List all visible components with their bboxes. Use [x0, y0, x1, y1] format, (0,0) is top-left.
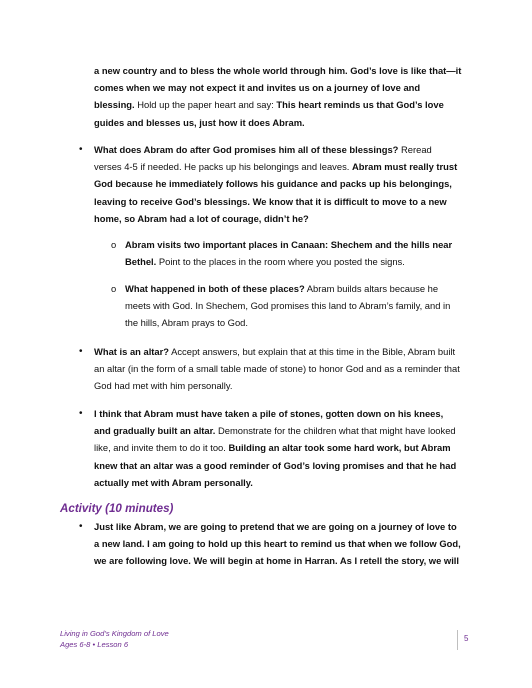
text-line: Accept answers, but explain that at this time in the Bible, Abram built	[169, 346, 456, 357]
page-footer	[60, 628, 169, 650]
bullet-icon: •	[79, 346, 83, 357]
text-line: This heart reminds us that God’s love	[276, 99, 444, 111]
text-line: Abram visits two important places in Canaan: Shechem and the hills near	[125, 239, 453, 250]
text-line: Building an altar took some hard work, but Abram	[228, 442, 451, 454]
bullet-icon: •	[79, 144, 83, 155]
text-line: a new land. I am going to hold up this heart to remind us that when we follow God,	[94, 538, 461, 550]
text-line: Bethel.	[125, 256, 157, 268]
continuation-paragraph	[94, 62, 514, 131]
text-line: I think that Abram must have taken a pile of stones, gotten down on his knees,	[94, 408, 444, 419]
section-heading: Activity (10 minutes)	[60, 502, 174, 515]
footer-meta: Ages 6-8 • Lesson 6	[60, 640, 129, 649]
text-line: we are following love. We will begin at home in Harran. As I retell the story, we will	[94, 555, 460, 567]
text-line: a new country and to bless the whole world through him. God’s love is like that—it	[94, 65, 462, 76]
bullet-icon: •	[79, 408, 83, 419]
text-line: God had met with him personally.	[94, 380, 233, 392]
text-line: Point to the places in the room where you posted the signs.	[156, 256, 405, 268]
text-line: leaving to receive God’s blessings. We know that it is difficult to move to a new	[94, 195, 447, 207]
text-line: What does Abram do after God promises him all of these blessings?	[94, 144, 399, 155]
text-line: an altar (in the form of a small table made of stone) to honor God and as a reminder that	[94, 363, 460, 375]
sub-bullet-icon: o	[111, 283, 117, 294]
text-line: Abram builds altars because he	[304, 283, 439, 294]
footer-divider	[457, 630, 458, 650]
text-line: What happened in both of these places?	[125, 283, 305, 294]
text-line: home, so Abram had a lot of courage, didn’t he?	[94, 212, 309, 224]
sub-bullet-paragraph-1	[125, 236, 515, 270]
text-line: meets with God. In Shechem, God promises this land to Abram’s family, and in	[125, 300, 451, 312]
text-line: God because he immediately follows his guidance and packs up his belongings,	[94, 178, 452, 190]
text-line: the hills, Abram prays to God.	[125, 317, 248, 329]
text-line: Abram must really trust	[351, 161, 458, 173]
bullet-paragraph-2	[94, 343, 519, 395]
text-line: Reread	[398, 144, 432, 155]
text-line: comes when we may not expect it and invites us on a journey of love and	[94, 82, 421, 94]
text-line: blessing.	[94, 99, 135, 111]
activity-paragraph	[94, 518, 514, 570]
text-line: like, and invite them to do it too.	[94, 442, 229, 454]
bullet-paragraph-3	[94, 405, 514, 491]
text-line: Demonstrate for the children what that might have looked	[215, 425, 456, 437]
text-line: knew that an altar was a good reminder of God’s loving promises and that he had	[94, 459, 457, 471]
text-line: actually met with Abram personally.	[94, 476, 253, 488]
text-line: guides and blesses us, just how it does Abram.	[94, 116, 305, 128]
text-line: What is an altar?	[94, 346, 170, 357]
sub-bullet-paragraph-2	[125, 280, 515, 332]
bullet-icon: •	[79, 521, 83, 532]
footer-title: Living in God’s Kingdom of Love	[60, 629, 169, 638]
sub-bullet-icon: o	[111, 239, 117, 250]
page-number: 5	[464, 634, 469, 643]
text-line: Hold up the paper heart and say:	[134, 99, 277, 111]
bullet-paragraph-1	[94, 141, 514, 227]
text-line: and gradually built an altar.	[94, 425, 216, 437]
text-line: Just like Abram, we are going to pretend that we are going on a journey of love to	[94, 521, 457, 532]
text-line: verses 4-5 if needed. He packs up his belongings and leaves.	[94, 161, 352, 173]
